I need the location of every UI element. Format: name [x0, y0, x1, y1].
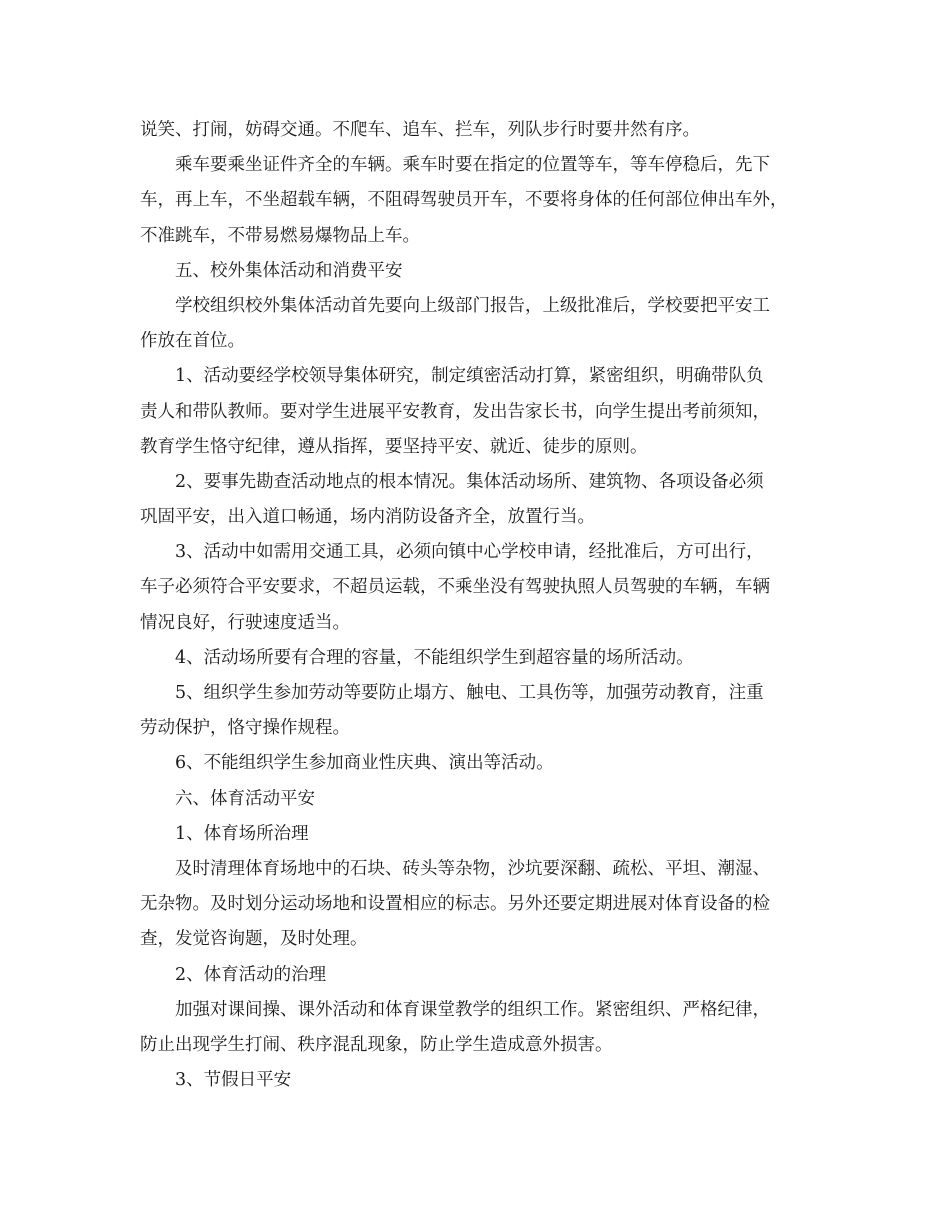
- list-item-start: 3、活动中如需用交通工具，必须向镇中心学校申请，经批准后，方可出行，: [175, 542, 764, 563]
- list-item-start: 4、活动场所要有合理的容量，不能组织学生到超容量的场所活动。: [175, 647, 694, 668]
- text-line: 教育学生恪守纪律，遵从指挥，要坚持平安、就近、徒步的原则。: [140, 436, 648, 457]
- text-line: 情况良好，行驶速度适当。: [140, 612, 350, 633]
- document-body: [140, 113, 820, 1098]
- text-line: 作放在首位。: [140, 331, 245, 352]
- paragraph-start: 乘车要乘坐证件齐全的车辆。乘车时要在指定的位置等车，等车停稳后，先下: [175, 155, 770, 176]
- text-line: 劳动保护，恪守操作规程。: [140, 718, 350, 739]
- text-line: 说笑、打闹，妨碍交通。不爬车、追车、拦车，列队步行时要井然有序。: [140, 120, 700, 140]
- paragraph-start: 及时清理体育场地中的石块、砖头等杂物，沙坑要深翻、疏松、平坦、潮湿、: [175, 858, 770, 879]
- text-line: 不准跳车，不带易燃易爆物品上车。: [140, 225, 420, 246]
- list-item-start: 1、活动要经学校领导集体研究，制定缜密活动打算，紧密组织，明确带队负: [175, 366, 764, 387]
- section-heading: 五、校外集体活动和消费平安: [175, 260, 403, 281]
- text-line: 车子必须符合平安要求，不超员运载，不乘坐没有驾驶执照人员驾驶的车辆，车辆: [140, 577, 770, 598]
- subsection-heading: 2、体育活动的治理: [175, 964, 327, 985]
- text-line: 巩固平安，出入道口畅通，场内消防设备齐全，放置行当。: [140, 507, 595, 528]
- text-line: 责人和带队教师。要对学生进展平安教育，发出告家长书，向学生提出考前须知，: [140, 401, 770, 422]
- text-line: 车，再上车，不坐超载车辆，不阻碍驾驶员开车，不要将身体的任何部位伸出车外，: [140, 190, 788, 211]
- text-line: 防止出现学生打闹、秩序混乱现象，防止学生造成意外损害。: [140, 1034, 613, 1055]
- text-line: 无杂物。及时划分运动场地和设置相应的标志。另外还要定期进展对体育设备的检: [140, 894, 770, 915]
- subsection-heading: 1、体育场所治理: [175, 823, 309, 844]
- subsection-heading: 3、节假日平安: [175, 1070, 292, 1091]
- list-item-start: 2、要事先勘查活动地点的根本情况。集体活动场所、建筑物、各项设备必须: [175, 471, 764, 492]
- list-item-start: 5、组织学生参加劳动等要防止塌方、触电、工具伤等，加强劳动教育，注重: [175, 683, 764, 703]
- paragraph-start: 加强对课间操、课外活动和体育课堂教学的组织工作。紧密组织、严格纪律，: [175, 999, 770, 1020]
- text-line: 查，发觉咨询题，及时处理。: [140, 929, 368, 950]
- section-heading: 六、体育活动平安: [175, 788, 315, 809]
- list-item-start: 6、不能组织学生参加商业性庆典、演出等活动。: [175, 753, 554, 774]
- paragraph-start: 学校组织校外集体活动首先要向上级部门报告，上级批准后，学校要把平安工: [175, 295, 770, 316]
